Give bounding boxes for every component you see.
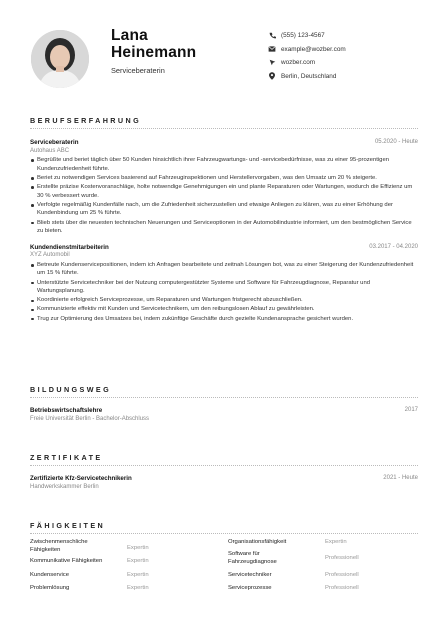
bullet-item: Trug zur Optimierung des Umsatzes bei, indem zukünftige Geschäfte durch gezielte Kundenansprache gesichert wurden.: [30, 315, 418, 324]
section-divider: [30, 397, 418, 398]
contact-phone-text: (555) 123-4567: [281, 32, 325, 40]
bullet-item: Begrüßte und beriet täglich über 50 Kunden hinsichtlich ihrer Fahrzeugwartungs- und -servicebedürfnisse, was zu einer 95-prozentigen Kundenzufriedenheit führte.: [30, 156, 418, 173]
certificate-issuer: Handwerkskammer Berlin: [30, 483, 99, 490]
skill-name: Kommunikative Fähigkeiten: [30, 558, 103, 564]
email-icon: [268, 45, 276, 53]
profile-photo: [31, 30, 89, 88]
resume-header: [0, 0, 448, 105]
skill-name: Kundenservice: [30, 572, 69, 578]
bullet-item: Kommunizierte effektiv mit Kunden und Servicetechnikern, um den reibungslosen Ablauf zu gewährleisten.: [30, 305, 418, 314]
skill-level: Expertin: [127, 585, 149, 591]
contact-list: [268, 29, 346, 83]
contact-email-text: example@wozber.com: [281, 45, 346, 53]
certificates-section: [30, 453, 418, 490]
section-divider: [30, 128, 418, 129]
education-entry: [30, 407, 418, 422]
phone-icon: [268, 32, 276, 40]
job-company: Autohaus ABC: [30, 147, 70, 154]
contact-location: [268, 70, 346, 84]
education-section: [30, 385, 418, 422]
section-divider: [30, 533, 418, 534]
job-bullets: [30, 156, 418, 236]
school: Freie Universität Berlin - Bachelor-Abschluss: [30, 415, 150, 422]
contact-website-text: wozber.com: [281, 59, 316, 67]
skill-level: Professionell: [325, 585, 359, 591]
contact-phone[interactable]: [268, 29, 346, 43]
bullet-item: Beriet zu notwendigen Services basierend auf Fahrzeuginspektionen und Herstellervorgaben, was den Umsatz um 20 % steigerte.: [30, 174, 418, 183]
skill-level: Expertin: [325, 539, 347, 545]
education-year: 2017: [404, 407, 418, 413]
certificates-heading: ZERTIFIKATE: [30, 453, 103, 462]
skills-heading: FÄHIGKEITEN: [30, 521, 106, 530]
contact-location-text: Berlin, Deutschland: [281, 72, 337, 80]
bullet-item: Unterstützte Servicetechniker bei der Nutzung computergestützter Systeme und Software für Fahrzeugdiagnose, Reparatur und Wartungsplanung.: [30, 279, 418, 296]
skills-grid: [30, 539, 418, 608]
skill-name: Servicetechniker: [228, 572, 272, 578]
degree: Betriebswirtschaftslehre: [30, 407, 103, 414]
skill-level: Expertin: [127, 572, 149, 578]
link-icon: [268, 59, 276, 67]
bullet-item: Betreute Kundenservicepositionen, indem ich Anfragen bearbeitete und zeitnah Lösungen bot, was zu einer Steigerung der Kundenzufriedenheit um 15 % führte.: [30, 261, 418, 278]
skill-level: Expertin: [127, 545, 149, 551]
job-bullets: [30, 261, 418, 324]
skill-name: Zwischenmenschliche Fähigkeiten: [30, 539, 88, 553]
experience-heading: BERUFSERFAHRUNG: [30, 116, 142, 125]
bullet-item: Koordinierte erfolgreich Serviceprozesse, um Reparaturen und Wartungen fristgerecht abzuschließen.: [30, 296, 418, 305]
experience-section: [30, 116, 418, 324]
experience-entry: [30, 139, 418, 236]
job-title: Serviceberaterin: [111, 66, 165, 75]
skill-name: Organisationsfähigkeit: [228, 539, 287, 545]
certificate-name: Zertifizierte Kfz-Servicetechnikerin: [30, 475, 132, 482]
first-name: Lana: [111, 27, 148, 44]
job-dates: 05.2020 - Heute: [374, 139, 418, 145]
skill-name: Problemlösung: [30, 585, 70, 591]
skill-name: Software für Fahrzeugdiagnose: [228, 551, 277, 565]
contact-email[interactable]: [268, 43, 346, 57]
skill-name: Serviceprozesse: [228, 585, 272, 591]
skill-level: Expertin: [127, 558, 149, 564]
skill-level: Professionell: [325, 555, 359, 561]
bullet-item: Verfolgte regelmäßig Kundenfälle nach, um die Zufriedenheit sicherzustellen und etwaige Anliegen zu klären, was zu einer Erhöhung der Kundenbindung um 25 % führte.: [30, 201, 418, 218]
job-role: Serviceberaterin: [30, 139, 79, 146]
education-heading: BILDUNGSWEG: [30, 385, 112, 394]
certificate-entry: [30, 475, 418, 490]
job-role: Kundendienstmitarbeiterin: [30, 243, 109, 251]
contact-website[interactable]: [268, 56, 346, 70]
certificate-dates: 2021 - Heute: [383, 475, 418, 481]
last-name: Heinemann: [111, 44, 197, 61]
skill-level: Professionell: [325, 572, 359, 578]
bullet-item: Erstellte präzise Kostenvoranschläge, holte notwendige Genehmigungen ein und plante Reparaturen oder Wartungen, wodurch die Effizienz um 30 % verbessert wurde.: [30, 183, 418, 200]
location-icon: [268, 72, 276, 80]
section-divider: [30, 465, 418, 466]
person-name: [111, 27, 196, 61]
experience-entry: [30, 244, 418, 324]
skills-section: [30, 521, 418, 608]
job-company: XYZ Automobil: [30, 252, 70, 259]
job-dates: 03.2017 - 04.2020: [369, 243, 418, 250]
bullet-item: Blieb stets über die neuesten technischen Neuerungen und Serviceoptionen in der Automobilindustrie informiert, um den bestmöglichen Service zu bieten.: [30, 219, 418, 236]
